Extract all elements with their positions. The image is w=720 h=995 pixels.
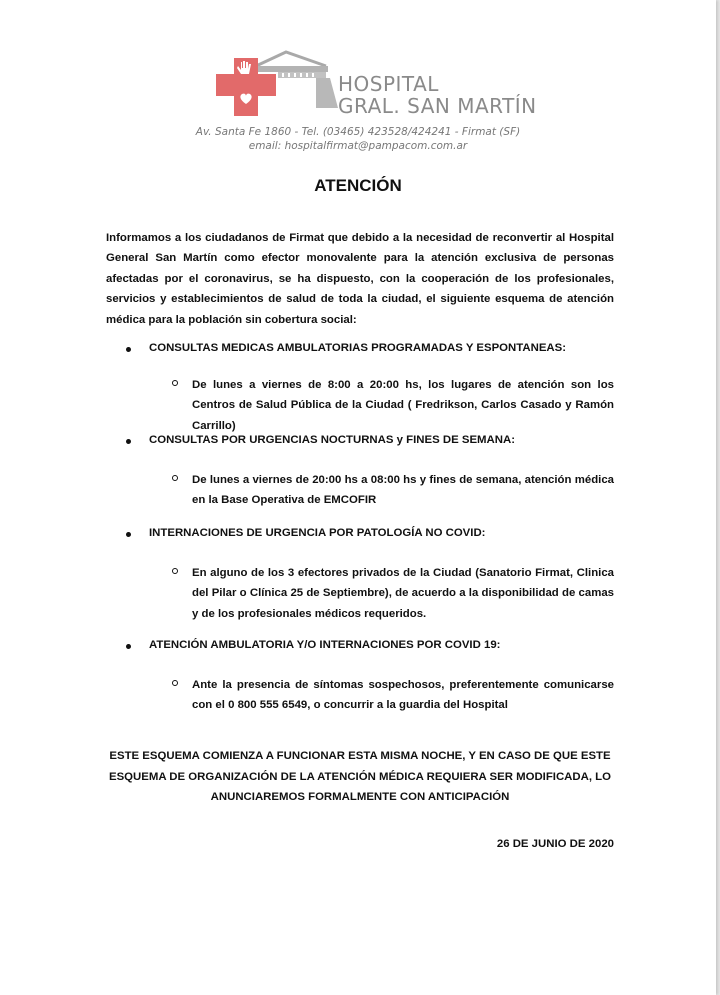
item-detail: En alguno de los 3 efectores privados de la Ciudad (Sanatorio Firmat, Clinica del Pilar o Clínica 25 de Septiembre), de acuerdo a la disponibilidad de camas y de los profesionales médicos requeridos.	[192, 567, 614, 620]
item-heading: ATENCIÓN AMBULATORIA Y/O INTERNACIONES POR COVID 19:	[149, 639, 501, 651]
item-detail: De lunes a viernes de 8:00 a 20:00 hs, los lugares de atención son los Centros de Salud Pública de la Ciudad ( Fredrikson, Carlos Casado y Ramón Carrillo)	[192, 379, 614, 432]
circle-bullet-icon	[172, 380, 178, 386]
closing-notice: ESTE ESQUEMA COMIENZA A FUNCIONAR ESTA MISMA NOCHE, Y EN CASO DE QUE ESTE ESQUEMA DE ORGANIZACIÓN DE LA ATENCIÓN MÉDICA REQUIERA SER MODIFICADA, LO ANUNCIAREMOS FORMALMENTE CON ANTICIPACIÓN	[108, 750, 612, 803]
hospital-name-line2: GRAL. SAN MARTÍN	[338, 94, 537, 118]
bullet-icon	[126, 439, 131, 444]
hospital-email: email: hospitalfirmat@pampacom.com.ar	[248, 140, 468, 152]
item-detail: De lunes a viernes de 20:00 hs a 08:00 hs y fines de semana, atención médica en la Base Operativa de EMCOFIR	[192, 474, 614, 507]
item-heading: CONSULTAS POR URGENCIAS NOCTURNAS y FINES DE SEMANA:	[149, 434, 515, 446]
circle-bullet-icon	[172, 680, 178, 686]
item-detail: Ante la presencia de síntomas sospechosos, preferentemente comunicarse con el 0 800 555 6549, o concurrir a la guardia del Hospital	[192, 679, 614, 712]
item-heading: INTERNACIONES DE URGENCIA POR PATOLOGÍA NO COVID:	[149, 527, 486, 539]
page-title: ATENCIÓN	[314, 176, 402, 195]
hospital-name-line1: HOSPITAL	[338, 72, 439, 96]
item-heading: CONSULTAS MEDICAS AMBULATORIAS PROGRAMADAS Y ESPONTANEAS:	[149, 342, 567, 354]
document-date: 26 DE JUNIO DE 2020	[496, 838, 614, 850]
bullet-icon	[126, 347, 131, 352]
bullet-icon	[126, 644, 131, 649]
bullet-icon	[126, 532, 131, 537]
intro-paragraph: Informamos a los ciudadanos de Firmat que debido a la necesidad de reconvertir al Hospital General San Martín como efector monovalente para la atención exclusiva de personas afectadas por el coronavirus, se ha dispuesto, con la cooperación de los profesionales, servicios y establecimientos de salud de toda la ciudad, el siguiente esquema de atención médica para la población sin cobertura social:	[106, 232, 614, 326]
hospital-address: Av. Santa Fe 1860 - Tel. (03465) 423528/424241 - Firmat (SF)	[195, 126, 521, 138]
circle-bullet-icon	[172, 475, 178, 481]
circle-bullet-icon	[172, 568, 178, 574]
